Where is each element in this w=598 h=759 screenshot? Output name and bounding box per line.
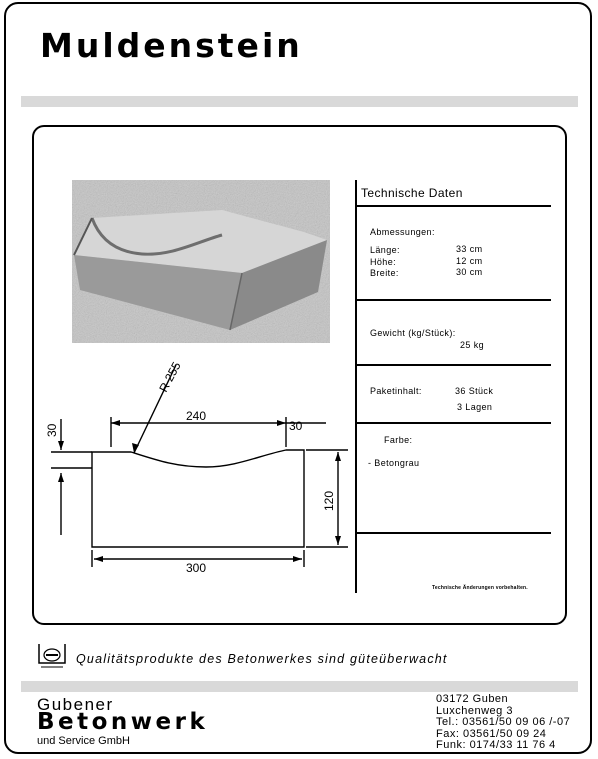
color-value: - Betongrau — [368, 458, 420, 468]
height-value: 12 cm — [456, 256, 483, 266]
width-value: 30 cm — [456, 267, 483, 277]
weight-value: 25 kg — [460, 340, 485, 350]
quality-statement: Qualitätsprodukte des Betonwerkes sind güteüberwacht — [76, 652, 448, 666]
table-divider — [357, 205, 551, 207]
technical-drawing-svg — [36, 355, 356, 585]
page-title: Muldenstein — [40, 26, 303, 65]
color-label: Farbe: — [384, 435, 413, 445]
technical-drawing — [36, 355, 356, 590]
footer-divider-bar — [21, 681, 578, 692]
company-name-line1: Gubener — [37, 695, 114, 714]
inner-width-label: 240 — [186, 409, 207, 423]
changes-note: Technische Änderungen vorbehalten. — [432, 585, 528, 591]
rim-width-label: 30 — [289, 419, 303, 433]
company-name-line2: Betonwerk — [37, 709, 209, 735]
table-divider — [357, 532, 551, 534]
address-line: 03172 Guben — [436, 693, 509, 705]
height-label-text: Höhe: — [370, 257, 397, 267]
weight-label: Gewicht (kg/Stück): — [370, 328, 456, 338]
quality-seal-icon — [36, 641, 68, 676]
radius-label: R 255 — [156, 359, 184, 395]
phone-line: Tel.: 03561/50 09 06 /-07 — [436, 716, 571, 729]
address-line: Luxchenweg 3 — [436, 704, 513, 717]
package-label: Paketinhalt: — [370, 386, 422, 396]
company-name-line3: und Service GmbH — [37, 735, 130, 747]
width-label: Breite: — [370, 268, 399, 278]
package-layers: 3 Lagen — [457, 402, 493, 412]
technical-heading: Technische Daten — [361, 186, 463, 200]
table-divider — [357, 422, 551, 424]
dimensions-title: Abmessungen: — [370, 227, 435, 237]
length-value: 33 cm — [456, 244, 483, 254]
length-label: Länge: — [370, 245, 400, 255]
total-width-label: 300 — [186, 561, 207, 575]
height-label: 120 — [322, 490, 336, 511]
package-pieces: 36 Stück — [455, 386, 494, 396]
mobile-line: Funk: 0174/33 11 76 4 — [436, 739, 556, 752]
depth-label: 30 — [45, 423, 59, 437]
product-photo-image — [72, 180, 330, 343]
table-divider — [357, 299, 551, 301]
top-divider-bar — [21, 96, 578, 107]
company-address — [436, 694, 570, 752]
fax-line: Fax: 03561/50 09 24 — [436, 727, 547, 740]
table-divider — [357, 364, 551, 366]
product-photo — [72, 180, 330, 343]
